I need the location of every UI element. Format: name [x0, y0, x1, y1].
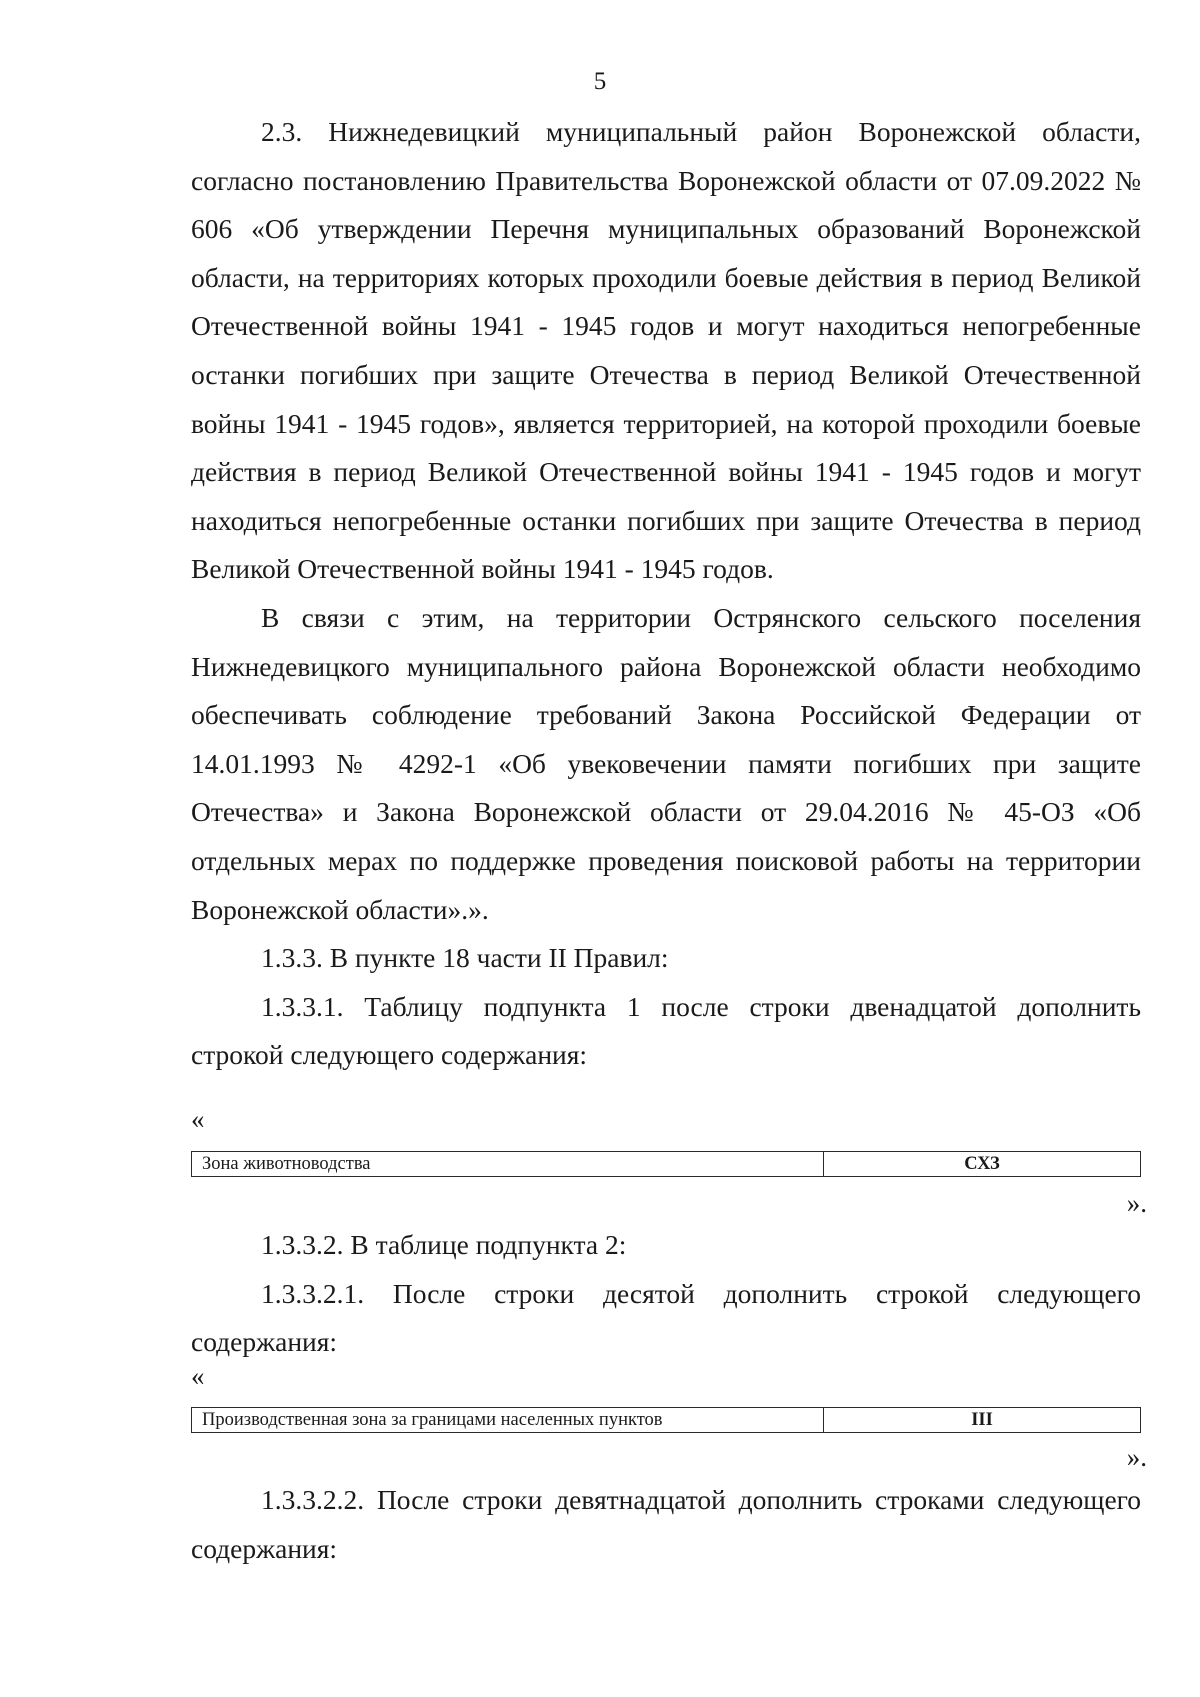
document-body-mid [191, 1221, 1141, 1367]
table-industrial-zone [191, 1407, 1141, 1433]
table-row [192, 1408, 1141, 1433]
quote-close: ». [1126, 1188, 1147, 1218]
document-body-top [191, 108, 1141, 1080]
paragraph-1-3-3-2: 1.3.3.2. В таблице подпункта 2: [261, 1229, 627, 1260]
quote-close-2: ». [1126, 1442, 1147, 1472]
paragraph-1-3-3: 1.3.3. В пункте 18 части II Правил: [261, 942, 669, 974]
table-livestock-zone [191, 1151, 1141, 1177]
zone-name-cell: Зона животноводства [192, 1152, 824, 1177]
document-body-bottom [191, 1476, 1141, 1573]
paragraph-connection: В связи с этим, на территории Острянского сельского поселения Нижнедевицкого муниципального района Воронежской области необходимо обеспечивать соблюдение требований Закона Российской Федерации от 14.01.1993 № 4292-1 «Об увековечении памяти погибших при защите Отечества» и Закона Воронежской области от 29.04.2016 № 45-ОЗ «Об отдельных мерах по поддержке проведения поисковой работы на территории Воронежской области».». [191, 601, 1141, 925]
quote-open: « [191, 1104, 205, 1134]
page-number: 5 [593, 68, 607, 95]
paragraph-1-3-3-1: 1.3.3.1. Таблицу подпункта 1 после строки двенадцатой дополнить строкой следующего содержания: [191, 990, 1141, 1071]
zone-code-cell: СХЗ [824, 1152, 1141, 1177]
zone-code-cell: III [824, 1408, 1141, 1433]
table-row [192, 1152, 1141, 1177]
zone-name-cell: Производственная зона за границами населенных пунктов [192, 1408, 824, 1433]
paragraph-1-3-3-2-2: 1.3.3.2.2. После строки девятнадцатой дополнить строками следующего содержания: [191, 1484, 1141, 1564]
quote-open-2: « [191, 1361, 205, 1391]
paragraph-2-3: 2.3. Нижнедевицкий муниципальный район Воронежской области, согласно постановлению Правительства Воронежской области от 07.09.2022 № 606 «Об утверждении Перечня муниципальных образований Воронежской области, на территориях которых проходили боевые действия в период Великой Отечественной войны 1941 - 1945 годов и могут находиться непогребенные останки погибших при защите Отечества в период Великой Отечественной войны 1941 - 1945 годов», является территорией, на которой проходили боевые действия в период Великой Отечественной войны 1941 - 1945 годов и могут находиться непогребенные останки погибших при защите Отечества в период Великой Отечественной войны 1941 - 1945 годов. [191, 116, 1141, 585]
paragraph-1-3-3-2-1: 1.3.3.2.1. После строки десятой дополнить строкой следующего содержания: [191, 1277, 1141, 1358]
